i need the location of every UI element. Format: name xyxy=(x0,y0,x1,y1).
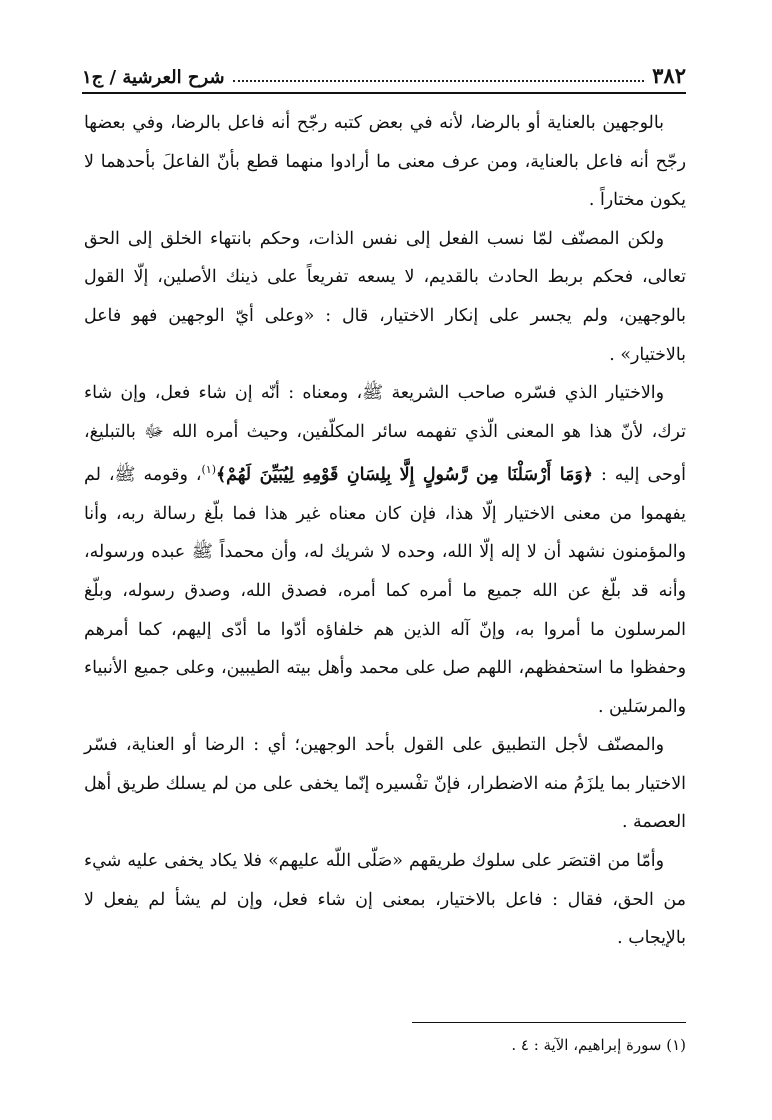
paragraph-5: وأمّا من اقتصَر على سلوك طريقهم «صَلّى اللّه عليهم» فلا يكاد يخفى عليه شيء من الحق، فقال : فاعل بالاختيار، بمعنى إن شاء فعل، وإن لم يشأ لم يفعل لا بالإيجاب . xyxy=(84,851,686,949)
footnote-separator xyxy=(412,1022,686,1023)
footnote: (١) سورة إبراهيم، الآية : ٤ . xyxy=(511,1036,686,1054)
paragraph-4: والمصنّف لأجل التطبيق على القول بأحد الوجهين؛ أي : الرضا أو العناية، فسّر الاختيار بما يلزَمُ منه الاضطرار، فإنّ تفْسيره إنّما يخفى على من لم يسلك طريق أهل العصمة . xyxy=(84,735,686,833)
running-title: شرح العرشية / ج١ xyxy=(82,67,225,88)
quran-verse: ﴿وَمَا أَرْسَلْنَا مِن رَّسُولٍ إِلَّا بِلِسَانِ قَوْمِهِ لِيُبَيِّنَ لَهُمْ﴾ xyxy=(215,465,593,486)
paragraph-1: بالوجهين بالعناية أو بالرضا، لأنه في بعض كتبه رجّح أنه فاعل بالرضا، وفي بعضها رجّح أنه فاعل بالعناية، ومن عرف معنى ما أرادوا منهما قطع بأنّ الفاعلَ بأحدهما لا يكون مختاراً . xyxy=(84,113,686,211)
footnote-reference[interactable]: (١) xyxy=(201,463,216,477)
page-number: ٣٨٢ xyxy=(652,63,686,88)
paragraph-3 xyxy=(84,374,686,726)
header-dotted-leader xyxy=(233,80,645,82)
paragraph-3-text-after: ، وقومه ﷺ، لم يفهموا من معنى الاختيار إلّا هذا، فإن كان معناه غير هذا فما بلّغ رسالة ربه، وأنا والمؤمنون نشهد أن لا إله إلّا الله، وحده لا شريك له، وأن محمداً ﷺ عبده ورسوله، وأنه قد بلّغ عن الله جميع ما أمره كما أمره، فصدق الله، وصدق رسوله، وبلّغ المرسلون ما أمروا به، وإنّ آله الذين هم خلفاؤه أدّوا ما أدّى إليهم، كما أمرهم وحفظوا ما استحفظهم، اللهم صل على محمد وأهل بيته الطيبين، وعلى جميع الأنبياء والمرسَلين . xyxy=(84,465,686,717)
paragraph-3-text-before: والاختيار الذي فسّره صاحب الشريعة ﷺ، ومعناه : أنّه إن شاء فعل، وإن شاء ترك، لأنّ هذا هو المعنى الّذي تفهمه سائر المكلّفين، وحيث أمره الله ﷻ بالتبليغ، أوحى إليه : xyxy=(84,383,686,486)
paragraph-2: ولكن المصنّف لمّا نسب الفعل إلى نفس الذات، وحكم بانتهاء الخلق إلى الحق تعالى، فحكم بربط الحادث بالقديم، لا يسعه تفريعاً على ذينك الأصلين، إلّا القول بالوجهين، ولم يجسر على إنكار الاختيار، قال : «وعلى أيّ الوجهين فهو فاعل بالاختيار» . xyxy=(84,228,686,365)
page-header xyxy=(82,56,686,94)
main-text xyxy=(84,104,686,958)
